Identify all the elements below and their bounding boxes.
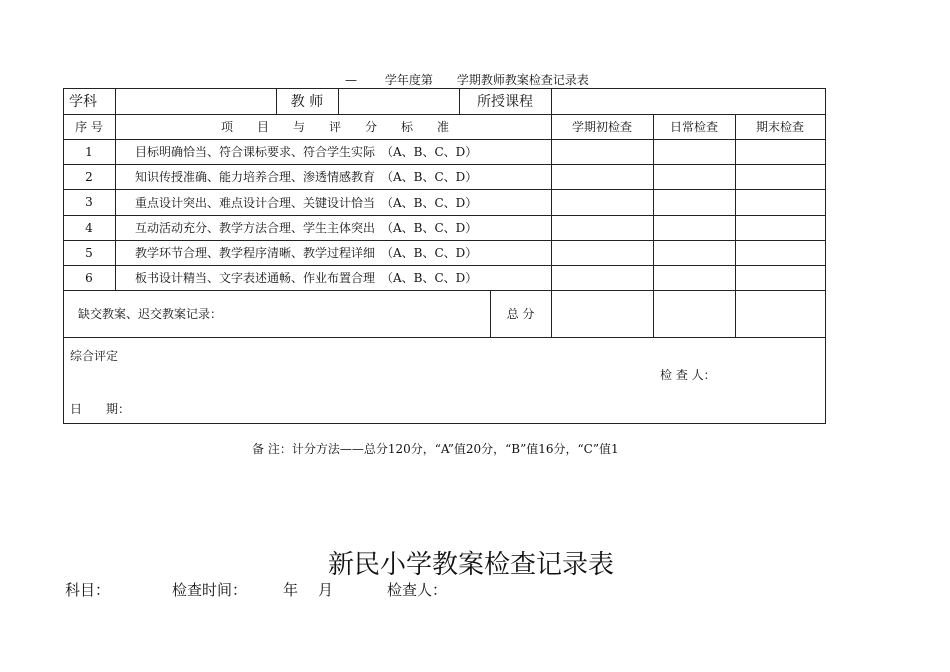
subject-label: 学科	[69, 94, 97, 110]
scoring-note: 备 注：计分方法——总分120分，“A”值20分，“B”值16分，“C”值1	[252, 442, 619, 456]
missing-late-record-label: 缺交教案、迟交教案记录：	[78, 307, 223, 321]
item-criteria: 重点设计突出、难点设计合理、关键设计恰当 （A、B、C、D）	[135, 195, 478, 210]
item-criteria: 目标明确恰当、符合课标要求、符合学生实际 （A、B、C、D）	[135, 145, 478, 159]
item-number: 5	[85, 245, 93, 260]
item-criteria: 板书设计精当、文字表述通畅、作业布置合理 （A、B、C、D）	[135, 271, 478, 285]
item-criteria: 互动活动充分、教学方法合理、学生主体突出 （A、B、C、D）	[135, 221, 478, 235]
item-number: 1	[85, 144, 93, 159]
form2-subject-label: 科目：	[65, 581, 111, 599]
form2-checker-label: 检查人：	[387, 581, 448, 599]
item-number: 3	[85, 195, 93, 209]
daily-check-header: 日常检查	[669, 120, 718, 134]
overall-evaluation-label: 综合评定	[70, 349, 119, 363]
course-label: 所授课程	[477, 94, 533, 110]
form2-month-label: 月	[318, 581, 334, 599]
item-number: 6	[85, 270, 93, 285]
criteria-header: 项 目 与 评 分 标 准	[220, 120, 449, 134]
start-term-check-header: 学期初检查	[571, 120, 632, 134]
checker-label: 检 查 人：	[660, 368, 716, 382]
end-term-check-header: 期末检查	[755, 120, 804, 134]
form2-year-label: 年	[283, 581, 299, 599]
seq-header: 序 号	[75, 120, 103, 134]
form2-title: 新民小学教案检查记录表	[328, 550, 615, 580]
item-number: 2	[85, 169, 93, 184]
item-number: 4	[85, 220, 93, 235]
form1-title: — 学年度第 学期教师教案检查记录表	[345, 73, 589, 87]
teacher-label: 教 师	[290, 94, 324, 110]
item-criteria: 知识传授准确、能力培养合理、渗透情感教育 （A、B、C、D）	[135, 170, 478, 184]
item-criteria: 教学环节合理、教学程序清晰、教学过程详细 （A、B、C、D）	[135, 246, 478, 260]
total-score-label: 总 分	[506, 307, 535, 321]
date-label: 日 期：	[70, 402, 131, 416]
form2-check-time-label: 检查时间：	[172, 581, 248, 599]
